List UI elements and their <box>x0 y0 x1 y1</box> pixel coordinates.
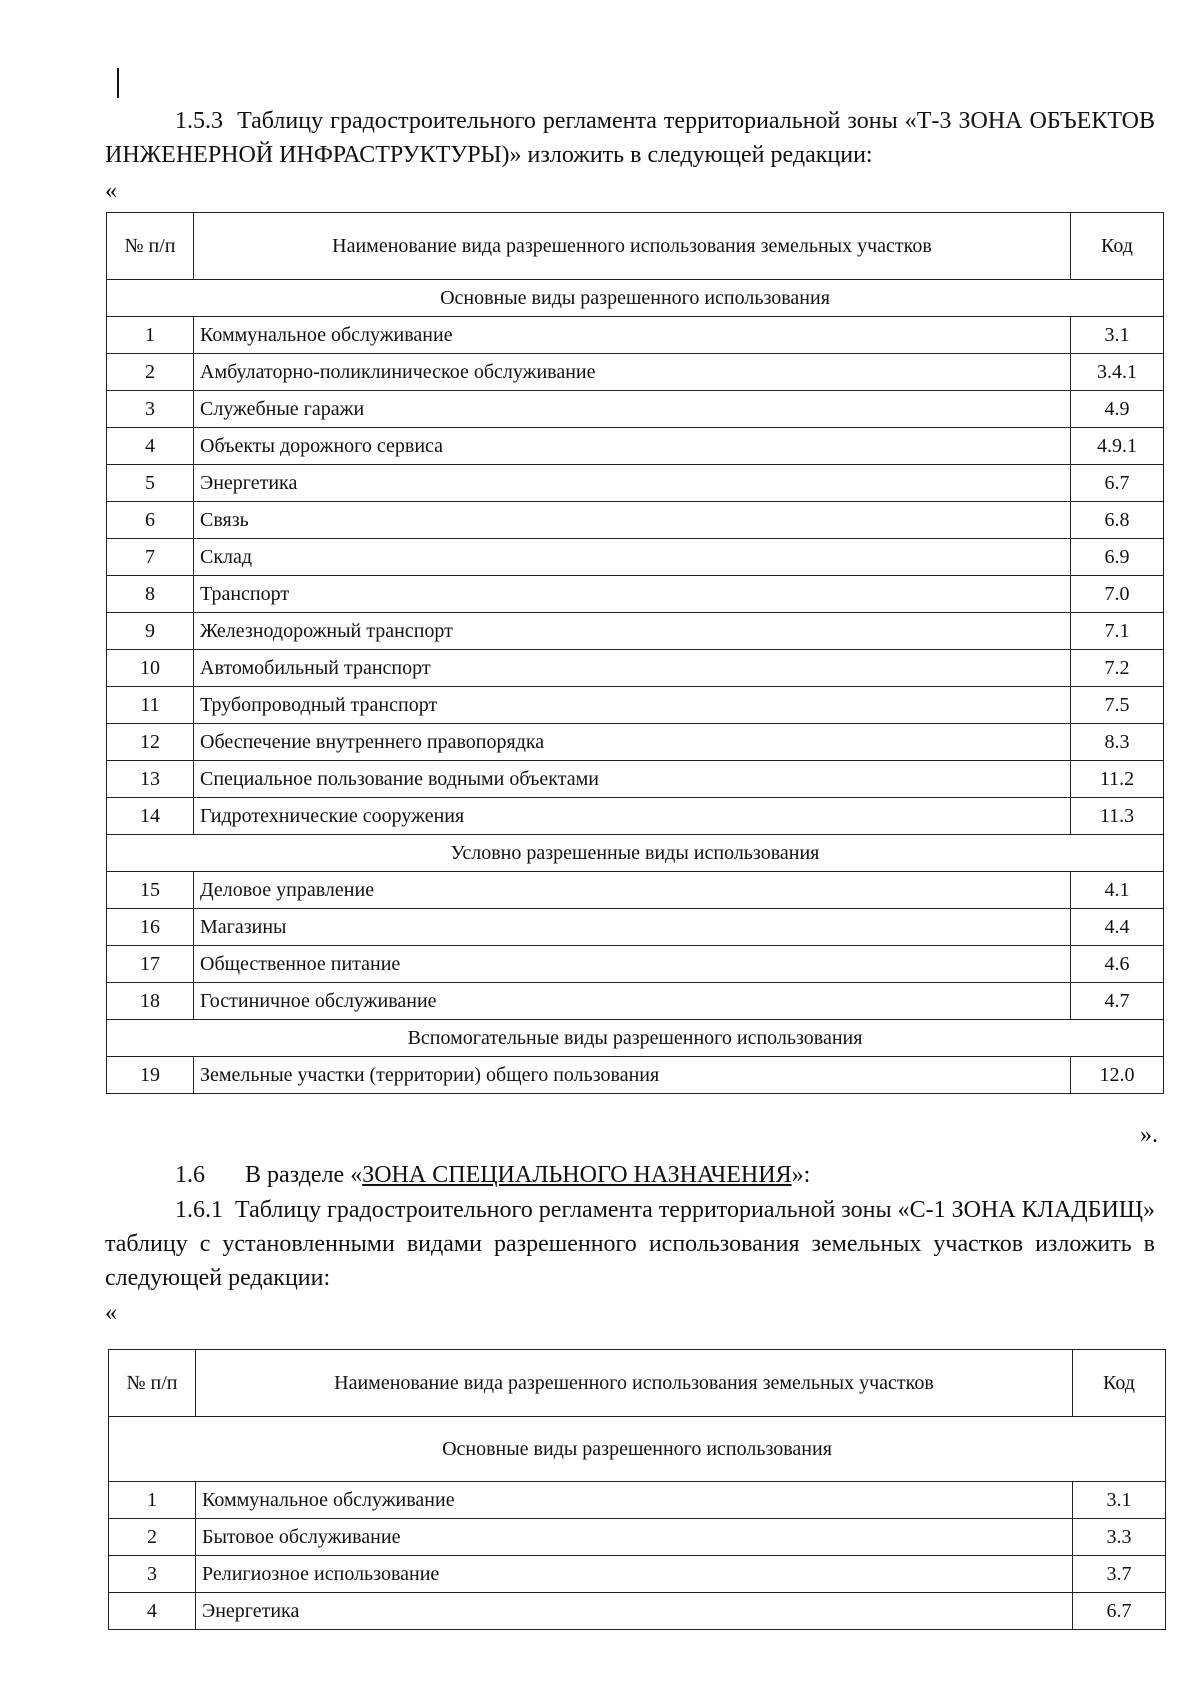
row-code: 4.1 <box>1071 872 1164 909</box>
row-number: 15 <box>107 872 194 909</box>
row-number: 4 <box>107 428 194 465</box>
row-name: Автомобильный транспорт <box>194 650 1071 687</box>
table-row <box>107 946 1164 983</box>
row-code: 8.3 <box>1071 724 1164 761</box>
row-name: Земельные участки (территории) общего пользования <box>194 1057 1071 1094</box>
row-number: 16 <box>107 909 194 946</box>
section-row <box>107 1020 1164 1057</box>
row-number: 1 <box>109 1482 196 1519</box>
table-row <box>107 317 1164 354</box>
row-number: 4 <box>109 1593 196 1630</box>
section-number: 1.5.3 <box>175 108 223 134</box>
row-number: 3 <box>107 391 194 428</box>
row-name: Связь <box>194 502 1071 539</box>
row-code: 6.7 <box>1073 1593 1166 1630</box>
row-name: Общественное питание <box>194 946 1071 983</box>
section-text: Таблицу градостроительного регламента территориальной зоны «Т-3 ЗОНА ОБЪЕКТОВ ИНЖЕНЕРНОЙ ИНФРАСТРУКТУРЫ)» изложить в следующей редакции: <box>105 108 1156 168</box>
row-code: 7.0 <box>1071 576 1164 613</box>
open-quote: « <box>105 1300 117 1326</box>
row-code: 12.0 <box>1071 1057 1164 1094</box>
row-code: 4.4 <box>1071 909 1164 946</box>
row-number: 17 <box>107 946 194 983</box>
row-code: 3.7 <box>1073 1556 1166 1593</box>
row-name: Железнодорожный транспорт <box>194 613 1071 650</box>
section-suffix: »: <box>791 1162 811 1188</box>
row-number: 9 <box>107 613 194 650</box>
row-name: Склад <box>194 539 1071 576</box>
table-row <box>109 1556 1166 1593</box>
row-name: Деловое управление <box>194 872 1071 909</box>
row-number: 11 <box>107 687 194 724</box>
section-title: Условно разрешенные виды использования <box>107 835 1164 872</box>
table-header-row <box>107 213 1164 280</box>
section-number: 1.6 <box>175 1162 205 1188</box>
table-row <box>107 613 1164 650</box>
row-code: 7.5 <box>1071 687 1164 724</box>
row-number: 8 <box>107 576 194 613</box>
row-number: 12 <box>107 724 194 761</box>
row-name: Религиозное использование <box>196 1556 1073 1593</box>
row-number: 2 <box>107 354 194 391</box>
row-code: 4.6 <box>1071 946 1164 983</box>
row-code: 3.4.1 <box>1071 354 1164 391</box>
row-number: 7 <box>107 539 194 576</box>
row-number: 10 <box>107 650 194 687</box>
row-name: Трубопроводный транспорт <box>194 687 1071 724</box>
row-name: Бытовое обслуживание <box>196 1519 1073 1556</box>
table-row <box>107 798 1164 835</box>
row-code: 11.2 <box>1071 761 1164 798</box>
table-row <box>107 576 1164 613</box>
header-name: Наименование вида разрешенного использования земельных участков <box>196 1350 1073 1417</box>
table-row <box>107 909 1164 946</box>
row-code: 7.1 <box>1071 613 1164 650</box>
paragraph-1-5-3 <box>105 104 1155 172</box>
table-row <box>107 391 1164 428</box>
section-text: Таблицу градостроительного регламента территориальной зоны «С-1 ЗОНА КЛАДБИЩ» таблицу с установленными видами разрешенного использования земельных участков изложить в следующей редакции: <box>105 1197 1155 1291</box>
row-name: Специальное пользование водными объектами <box>194 761 1071 798</box>
section-number: 1.6.1 <box>175 1197 223 1223</box>
section-row <box>107 835 1164 872</box>
table-row <box>107 1057 1164 1094</box>
row-name: Гидротехнические сооружения <box>194 798 1071 835</box>
row-code: 3.3 <box>1073 1519 1166 1556</box>
row-code: 6.8 <box>1071 502 1164 539</box>
paragraph-1-6 <box>105 1158 1155 1192</box>
row-number: 6 <box>107 502 194 539</box>
row-name: Гостиничное обслуживание <box>194 983 1071 1020</box>
section-row <box>109 1417 1166 1482</box>
table-row <box>109 1593 1166 1630</box>
row-name: Обеспечение внутреннего правопорядка <box>194 724 1071 761</box>
row-code: 3.1 <box>1071 317 1164 354</box>
section-row <box>107 280 1164 317</box>
close-quote: ». <box>1140 1122 1158 1148</box>
row-number: 18 <box>107 983 194 1020</box>
row-name: Транспорт <box>194 576 1071 613</box>
table-row <box>107 724 1164 761</box>
row-name: Коммунальное обслуживание <box>196 1482 1073 1519</box>
row-number: 19 <box>107 1057 194 1094</box>
row-code: 4.9.1 <box>1071 428 1164 465</box>
row-name: Амбулаторно-поликлиническое обслуживание <box>194 354 1071 391</box>
row-number: 3 <box>109 1556 196 1593</box>
table-row <box>107 354 1164 391</box>
row-name: Объекты дорожного сервиса <box>194 428 1071 465</box>
row-code: 7.2 <box>1071 650 1164 687</box>
row-number: 14 <box>107 798 194 835</box>
section-title: Основные виды разрешенного использования <box>109 1417 1166 1482</box>
table-row <box>107 872 1164 909</box>
regulation-table-t3 <box>106 212 1164 1094</box>
row-number: 13 <box>107 761 194 798</box>
paragraph-1-6-1 <box>105 1193 1155 1295</box>
row-code: 6.7 <box>1071 465 1164 502</box>
table-row <box>107 687 1164 724</box>
regulation-table-c1 <box>108 1349 1166 1630</box>
zone-name: ЗОНА СПЕЦИАЛЬНОГО НАЗНАЧЕНИЯ <box>362 1162 792 1188</box>
table-row <box>109 1482 1166 1519</box>
header-code: Код <box>1071 213 1164 280</box>
table-row <box>109 1519 1166 1556</box>
row-name: Магазины <box>194 909 1071 946</box>
table-header-row <box>109 1350 1166 1417</box>
margin-mark <box>117 68 119 98</box>
row-code: 4.7 <box>1071 983 1164 1020</box>
table-row <box>107 761 1164 798</box>
row-name: Энергетика <box>196 1593 1073 1630</box>
header-name: Наименование вида разрешенного использования земельных участков <box>194 213 1071 280</box>
row-name: Служебные гаражи <box>194 391 1071 428</box>
table-row <box>107 539 1164 576</box>
header-num: № п/п <box>109 1350 196 1417</box>
row-number: 1 <box>107 317 194 354</box>
row-code: 3.1 <box>1073 1482 1166 1519</box>
open-quote: « <box>105 178 117 204</box>
header-num: № п/п <box>107 213 194 280</box>
row-name: Коммунальное обслуживание <box>194 317 1071 354</box>
table-row <box>107 502 1164 539</box>
table-row <box>107 428 1164 465</box>
row-number: 5 <box>107 465 194 502</box>
row-code: 6.9 <box>1071 539 1164 576</box>
table-row <box>107 465 1164 502</box>
table-row <box>107 983 1164 1020</box>
header-code: Код <box>1073 1350 1166 1417</box>
section-title: Вспомогательные виды разрешенного использования <box>107 1020 1164 1057</box>
section-title: Основные виды разрешенного использования <box>107 280 1164 317</box>
row-name: Энергетика <box>194 465 1071 502</box>
row-code: 11.3 <box>1071 798 1164 835</box>
table-row <box>107 650 1164 687</box>
section-prefix: В разделе « <box>245 1162 363 1188</box>
row-number: 2 <box>109 1519 196 1556</box>
row-code: 4.9 <box>1071 391 1164 428</box>
